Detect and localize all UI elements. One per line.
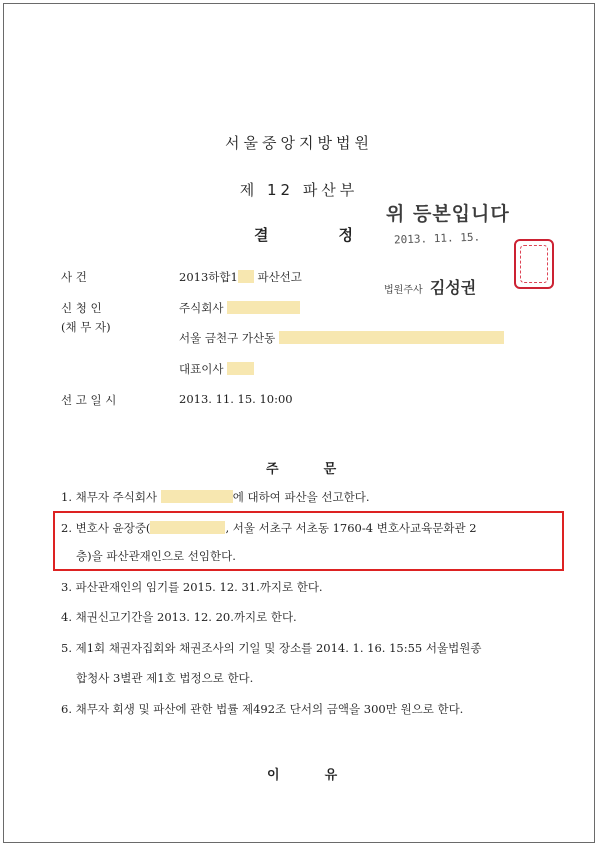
- case-label: 사 건: [61, 270, 87, 284]
- court-decision-page: [3, 3, 595, 843]
- clerk-line: 법원주사 김성권: [384, 278, 477, 297]
- company-name: 주식회사: [179, 300, 300, 316]
- division-name: 제 12 파산부: [239, 181, 359, 199]
- certified-copy-stamp: [386, 199, 556, 304]
- reason-heading: 이 유: [267, 768, 338, 783]
- order-heading: 주 문: [266, 462, 337, 477]
- stamp-date: 2013. 11. 15.: [393, 230, 481, 247]
- redaction: [238, 270, 254, 283]
- representative: 대표이사: [179, 361, 254, 377]
- order-item-5-cont: 합청사 3별관 제1호 법정으로 한다.: [76, 671, 254, 685]
- order-item-2: 2. 변호사 윤장중( , 서울 서초구 서초동 1760-4 변호사교육문화관 2: [61, 521, 477, 535]
- order-item-4: 4. 채권신고기간을 2013. 12. 20.까지로 한다.: [61, 610, 297, 624]
- order-item-3: 3. 파산관재인의 임기를 2015. 12. 31.까지로 한다.: [61, 580, 323, 594]
- date-value: 2013. 11. 15. 10:00: [179, 392, 293, 406]
- order-item-2-cont: 층)을 파산관재인으로 선임한다.: [76, 549, 236, 563]
- red-seal-icon: [514, 239, 554, 289]
- order-item-5: 5. 제1회 채권자집회와 채권조사의 기일 및 장소를 2014. 1. 16. 15:55 서울법원종: [61, 641, 482, 655]
- clerk-name: 김성권: [429, 278, 477, 297]
- debtor-label: (채 무 자): [61, 320, 111, 334]
- redaction: [227, 362, 254, 375]
- certified-text: 위 등본입니다: [386, 203, 510, 225]
- date-label: 선 고 일 시: [61, 393, 117, 407]
- case-number: 2013하합1 파산선고: [179, 270, 302, 284]
- court-name: 서울중앙지방법원: [225, 134, 373, 152]
- order-item-1: 1. 채무자 주식회사 에 대하여 파산을 선고한다.: [61, 490, 370, 504]
- decision-title: 결 정: [254, 226, 353, 244]
- redaction: [279, 331, 504, 344]
- company-address: 서울 금천구 가산동: [179, 330, 504, 346]
- redaction: [161, 490, 233, 503]
- applicant-label: 신 청 인: [61, 301, 102, 315]
- order-item-6: 6. 채무자 회생 및 파산에 관한 법률 제492조 단서의 금액을 300만 원으로 한다.: [61, 702, 464, 716]
- redaction: [227, 301, 300, 314]
- redaction: [150, 521, 225, 534]
